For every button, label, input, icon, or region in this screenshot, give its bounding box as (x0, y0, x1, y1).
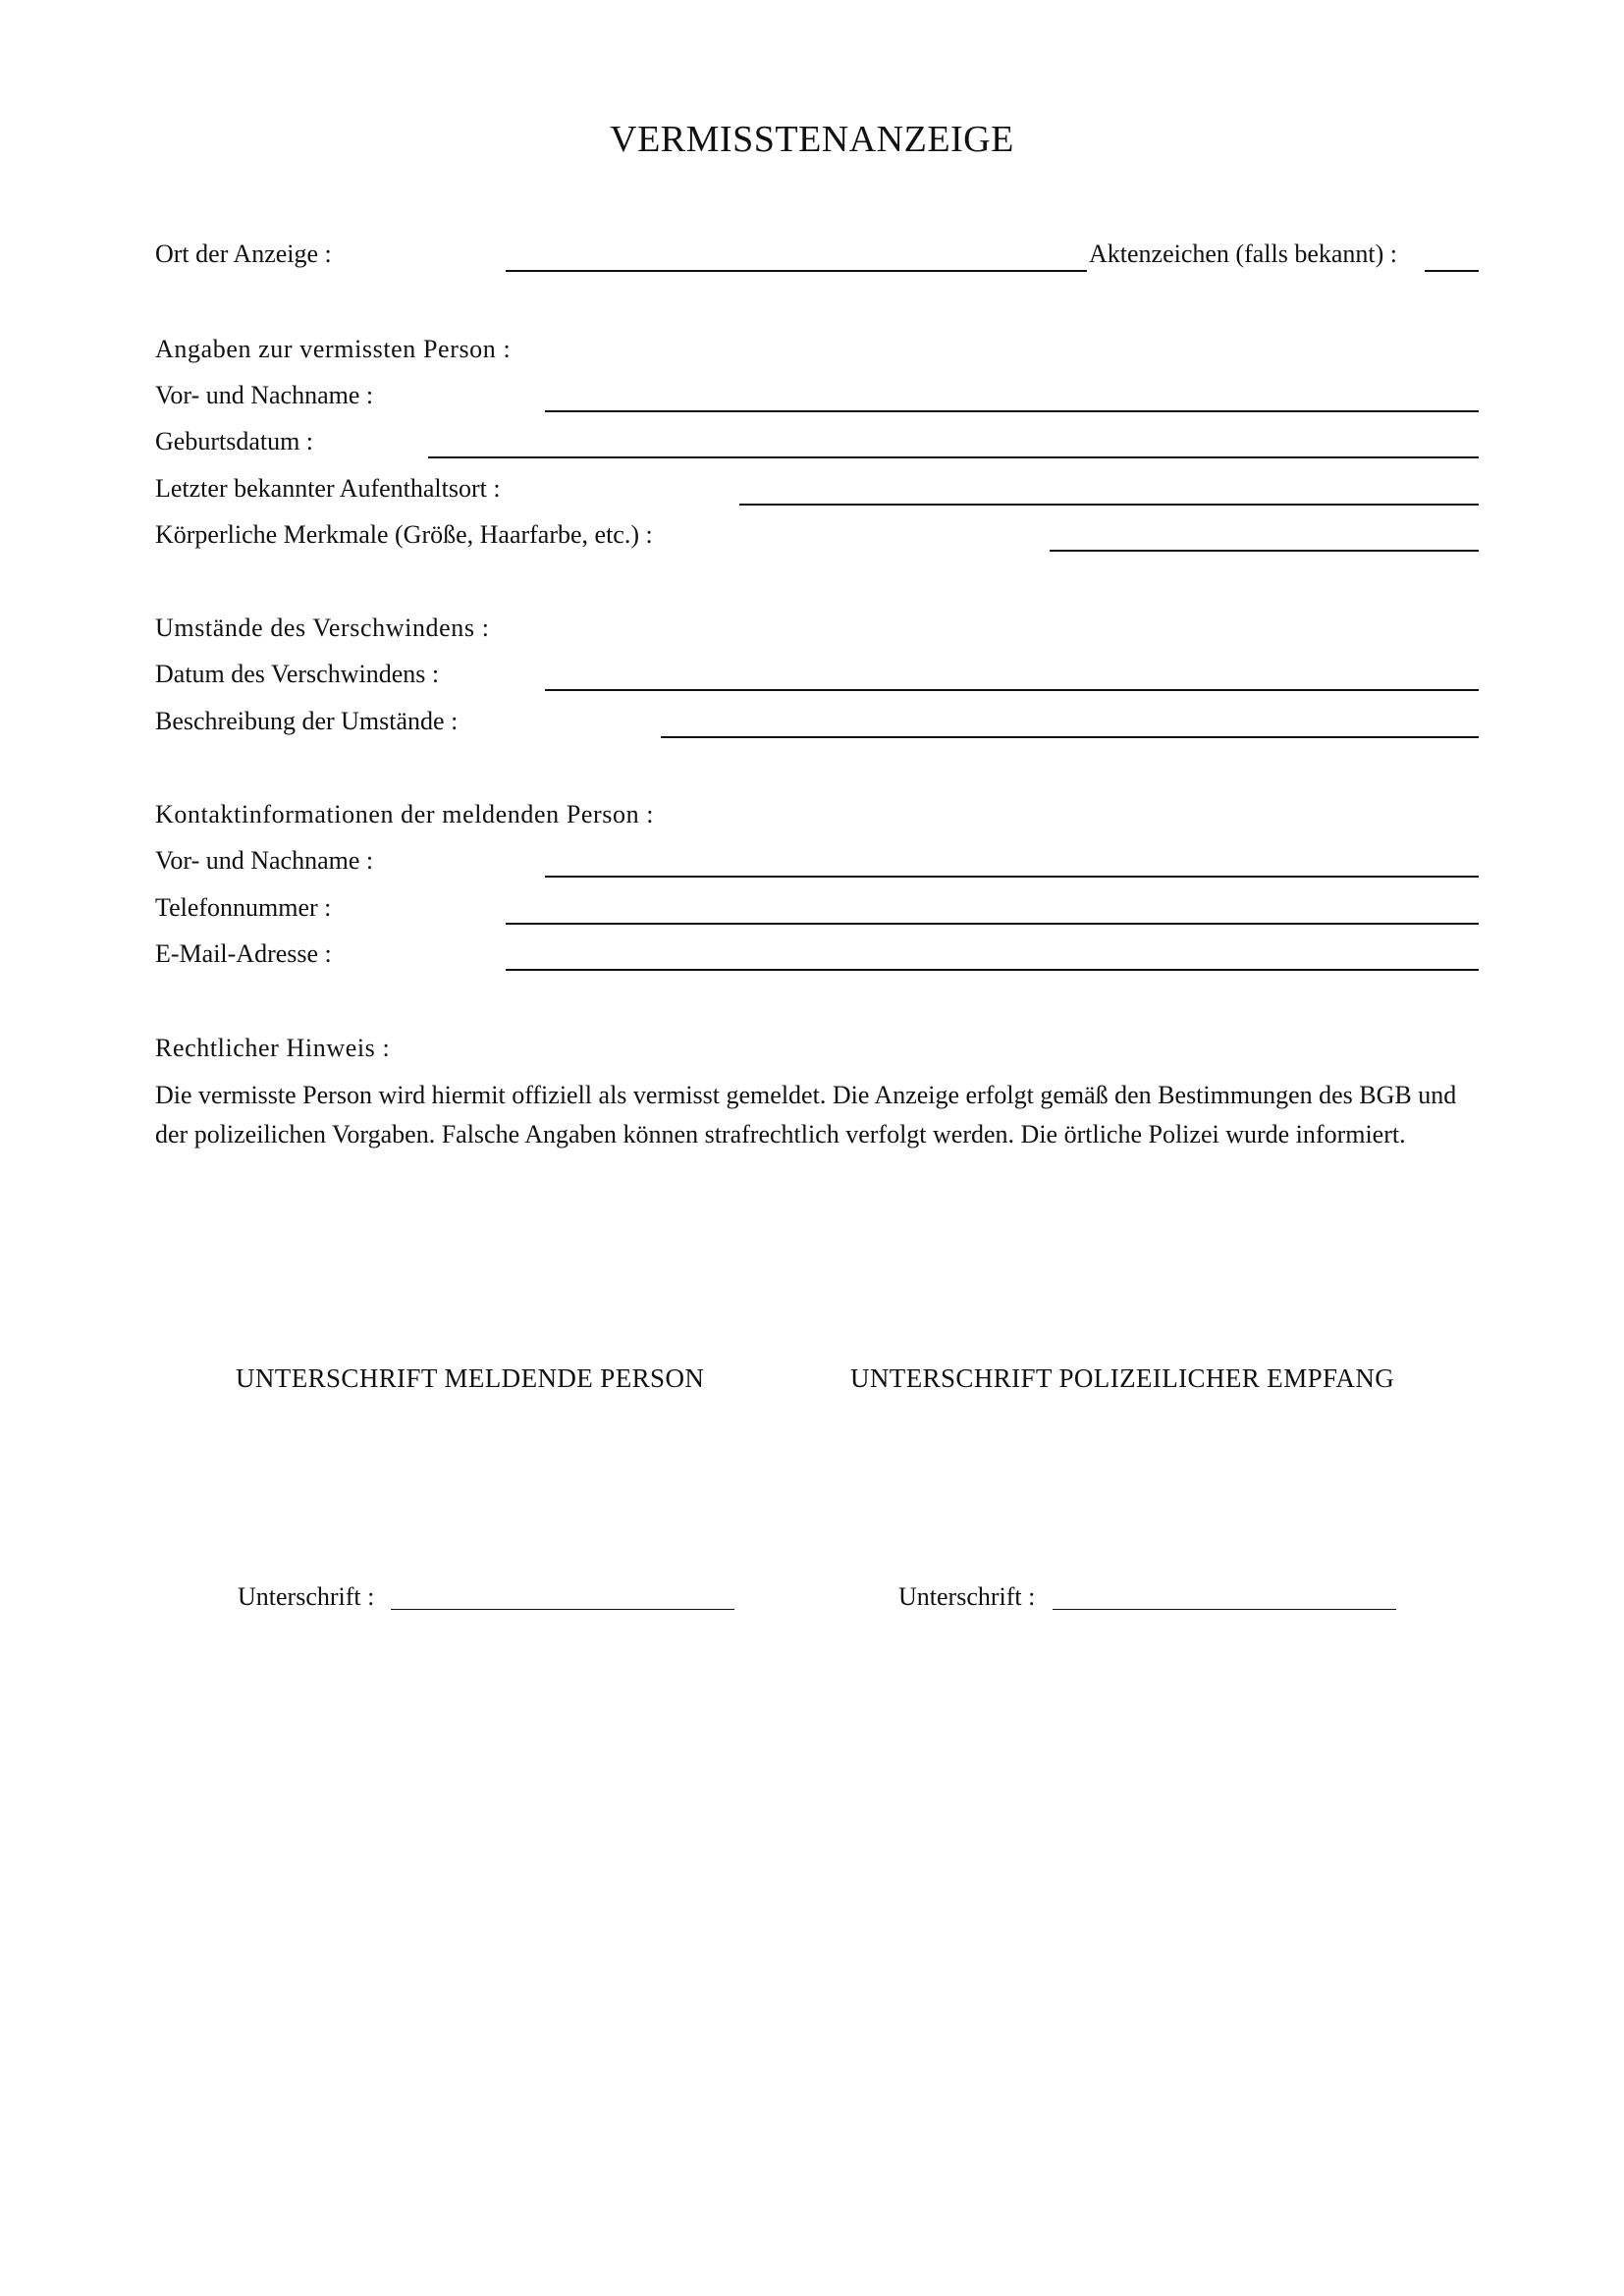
police-signature-field[interactable] (1053, 1609, 1396, 1610)
ort-der-anzeige-field[interactable] (506, 270, 1087, 272)
person-name-field[interactable] (545, 410, 1479, 412)
physical-features-field[interactable] (1050, 550, 1479, 552)
legal-section-heading: Rechtlicher Hinweis : (155, 1034, 391, 1062)
person-section-heading: Angaben zur vermissten Person : (155, 335, 512, 363)
police-signature-label: Unterschrift : (898, 1582, 1036, 1611)
reporter-signature-label: Unterschrift : (238, 1582, 375, 1611)
last-location-field[interactable] (739, 504, 1479, 506)
phone-field[interactable] (506, 923, 1479, 925)
circumstances-section-heading: Umstände des Verschwindens : (155, 614, 490, 642)
email-field[interactable] (506, 969, 1479, 971)
aktenzeichen-label: Aktenzeichen (falls bekannt) : (1089, 240, 1398, 268)
birth-date-label: Geburtsdatum : (155, 427, 314, 455)
person-name-label: Vor- und Nachname : (155, 381, 374, 409)
document-title: VERMISSTENANZEIGE (610, 119, 1014, 160)
police-signature-heading: UNTERSCHRIFT POLIZEILICHER EMPFANG (850, 1363, 1395, 1393)
aktenzeichen-field[interactable] (1425, 270, 1479, 272)
circumstances-description-label: Beschreibung der Umstände : (155, 707, 459, 735)
reporter-name-label: Vor- und Nachname : (155, 846, 374, 875)
email-label: E-Mail-Adresse : (155, 939, 332, 968)
phone-label: Telefonnummer : (155, 893, 332, 922)
legal-notice-text: Die vermisste Person wird hiermit offiziell als vermisst gemeldet. Die Anzeige erfolgt gemäß den Bestimmungen des BGB und der polizeilichen Vorgaben. Falsche Angaben können strafrechtlich verfolgt werden. Die örtliche Polizei wurde informiert. (155, 1081, 1457, 1148)
last-location-label: Letzter bekannter Aufenthaltsort : (155, 474, 501, 503)
disappearance-date-field[interactable] (545, 689, 1479, 691)
disappearance-date-label: Datum des Verschwindens : (155, 660, 440, 688)
physical-features-label: Körperliche Merkmale (Größe, Haarfarbe, etc.) : (155, 520, 653, 549)
ort-der-anzeige-label: Ort der Anzeige : (155, 240, 332, 268)
reporter-signature-field[interactable] (391, 1609, 734, 1610)
reporter-signature-heading: UNTERSCHRIFT MELDENDE PERSON (236, 1363, 705, 1393)
circumstances-description-field[interactable] (661, 736, 1479, 738)
reporter-name-field[interactable] (545, 876, 1479, 878)
birth-date-field[interactable] (428, 456, 1479, 458)
contact-section-heading: Kontaktinformationen der meldenden Person : (155, 800, 655, 828)
